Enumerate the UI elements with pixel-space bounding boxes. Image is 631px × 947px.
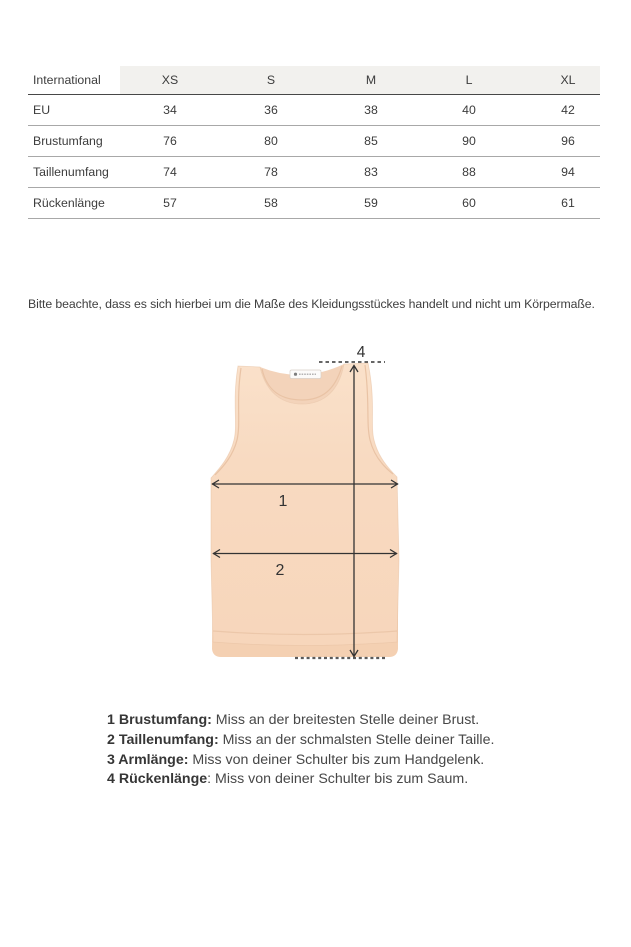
legend-description: : Miss von deiner Schulter bis zum Saum. [207,771,469,788]
row-label: Taillenumfang [33,165,109,179]
row-label: EU [33,103,51,117]
size-header-xl: XL [560,73,576,87]
legend-description: Miss an der schmalsten Stelle deiner Taille. [218,731,495,748]
legend-term: 2 Taillenumfang: [107,731,219,748]
note-text: Bitte beachte, dass es sich hierbei um die Maße des Kleidungsstückes handelt und nicht um Körpermaße. [28,297,595,311]
table-cell: 88 [462,165,476,179]
legend-description: Miss von deiner Schulter bis zum Handgelenk. [188,751,485,768]
size-header-l: L [465,73,473,87]
table-cell: 85 [364,134,378,148]
table-cell: 58 [264,196,278,210]
table-cell: 34 [163,103,177,117]
legend-term: 1 Brustumfang: [107,712,212,728]
table-cell: 80 [264,134,278,148]
legend-item [107,770,494,790]
table-cell: 74 [163,165,177,179]
table-cell: 60 [462,196,476,210]
table-cell: 57 [163,196,177,210]
legend-item [107,711,494,731]
legend-term: 4 Rückenlänge [107,771,208,788]
tank-top-diagram [170,330,460,680]
table-cell: 94 [561,165,575,179]
row-label: Brustumfang [33,134,103,148]
table-cell: 78 [264,165,278,179]
legend-item [107,751,494,771]
table-row [28,157,600,188]
table-cell: 76 [163,134,177,148]
table-cell: 42 [561,103,575,117]
table-cell: 40 [462,103,476,117]
waist-number: 2 [275,562,285,579]
table-cell: 36 [264,103,278,117]
brand-label [290,370,321,379]
table-cell: 83 [364,165,378,179]
table-row [28,126,600,157]
back-length-number: 4 [356,344,366,361]
table-cell: 59 [364,196,378,210]
table-row [28,95,600,126]
table-header-row [28,66,600,95]
size-header-s: S [266,73,276,87]
size-table [28,66,600,219]
row-label: Rückenlänge [33,196,105,210]
legend-description: Miss an der breitesten Stelle deiner Brust. [211,712,480,728]
legend-item [107,731,494,751]
table-row [28,188,600,219]
table-cell: 38 [364,103,378,117]
measurement-legend [107,711,494,790]
table-corner-label: International [33,73,101,87]
size-header-xs: XS [161,73,179,87]
table-cell: 90 [462,134,476,148]
chest-number: 1 [278,493,288,510]
size-header-m: M [365,73,377,87]
table-cell: 61 [561,196,575,210]
table-cell: 96 [561,134,575,148]
legend-term: 3 Armlänge: [107,751,189,768]
